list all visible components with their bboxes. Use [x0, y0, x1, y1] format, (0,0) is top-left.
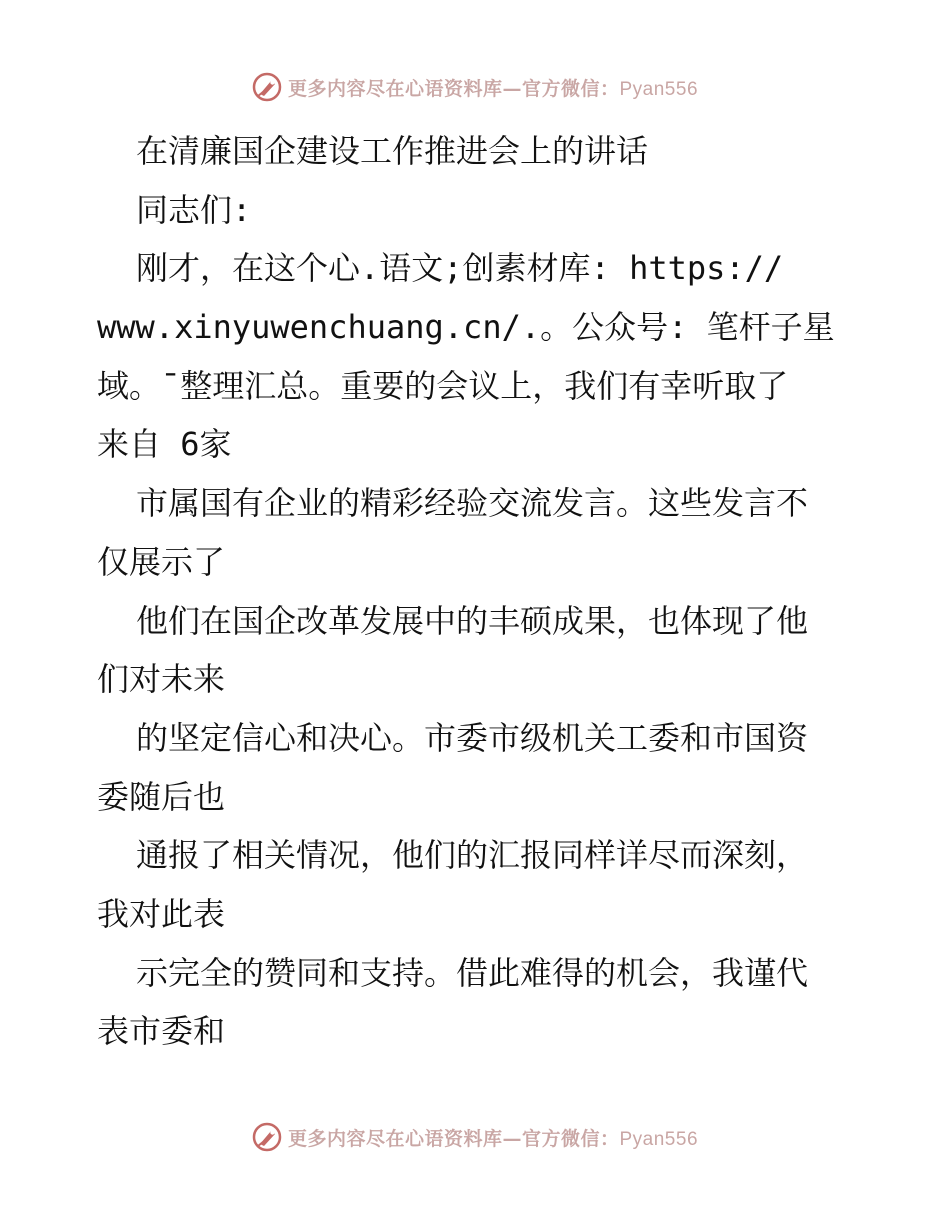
salutation: 同志们:: [136, 190, 252, 229]
banner-text: [288, 74, 698, 101]
text-line: www.xinyuwenchuang.cn/.。公众号: 笔杆子星: [97, 308, 835, 347]
text-line: 来自 6家: [97, 425, 232, 464]
text-line: 示完全的赞同和支持。借此难得的机会，我谨代: [136, 953, 809, 992]
text-line: 表市委和: [97, 1012, 226, 1051]
text-line: 他们在国企改革发展中的丰硕成果，也体现了他: [136, 601, 809, 640]
document-title: 在清廉国企建设工作推进会上的讲话: [136, 132, 649, 170]
pen-nib-logo-icon: [252, 72, 282, 102]
text-line: 我对此表: [97, 894, 226, 933]
wechat-id: Pyan556: [619, 1128, 699, 1150]
text-line: 仅展示了: [97, 542, 226, 581]
document-body: [97, 122, 857, 1061]
text-line: 刚才，在这个心.语文;创素材库: https://: [136, 249, 784, 288]
wechat-id: Pyan556: [619, 78, 699, 100]
banner-label: 更多内容尽在心语资料库—官方微信：: [287, 77, 620, 100]
text-line: 委随后也: [97, 777, 226, 816]
text-line: 们对未来: [97, 660, 226, 699]
text-line: 通报了相关情况，他们的汇报同样详尽而深刻，: [136, 836, 809, 875]
banner-text: [288, 1124, 698, 1151]
footer-banner: [0, 1122, 950, 1152]
text-line: 市属国有企业的精彩经验交流发言。这些发言不: [136, 484, 809, 523]
text-line: 的坚定信心和决心。市委市级机关工委和市国资: [136, 718, 809, 757]
pen-nib-logo-icon: [252, 1122, 282, 1152]
banner-label: 更多内容尽在心语资料库—官方微信：: [287, 1127, 620, 1150]
header-banner: [0, 72, 950, 102]
text-line: 域。¯整理汇总。重要的会议上，我们有幸听取了: [97, 366, 789, 405]
